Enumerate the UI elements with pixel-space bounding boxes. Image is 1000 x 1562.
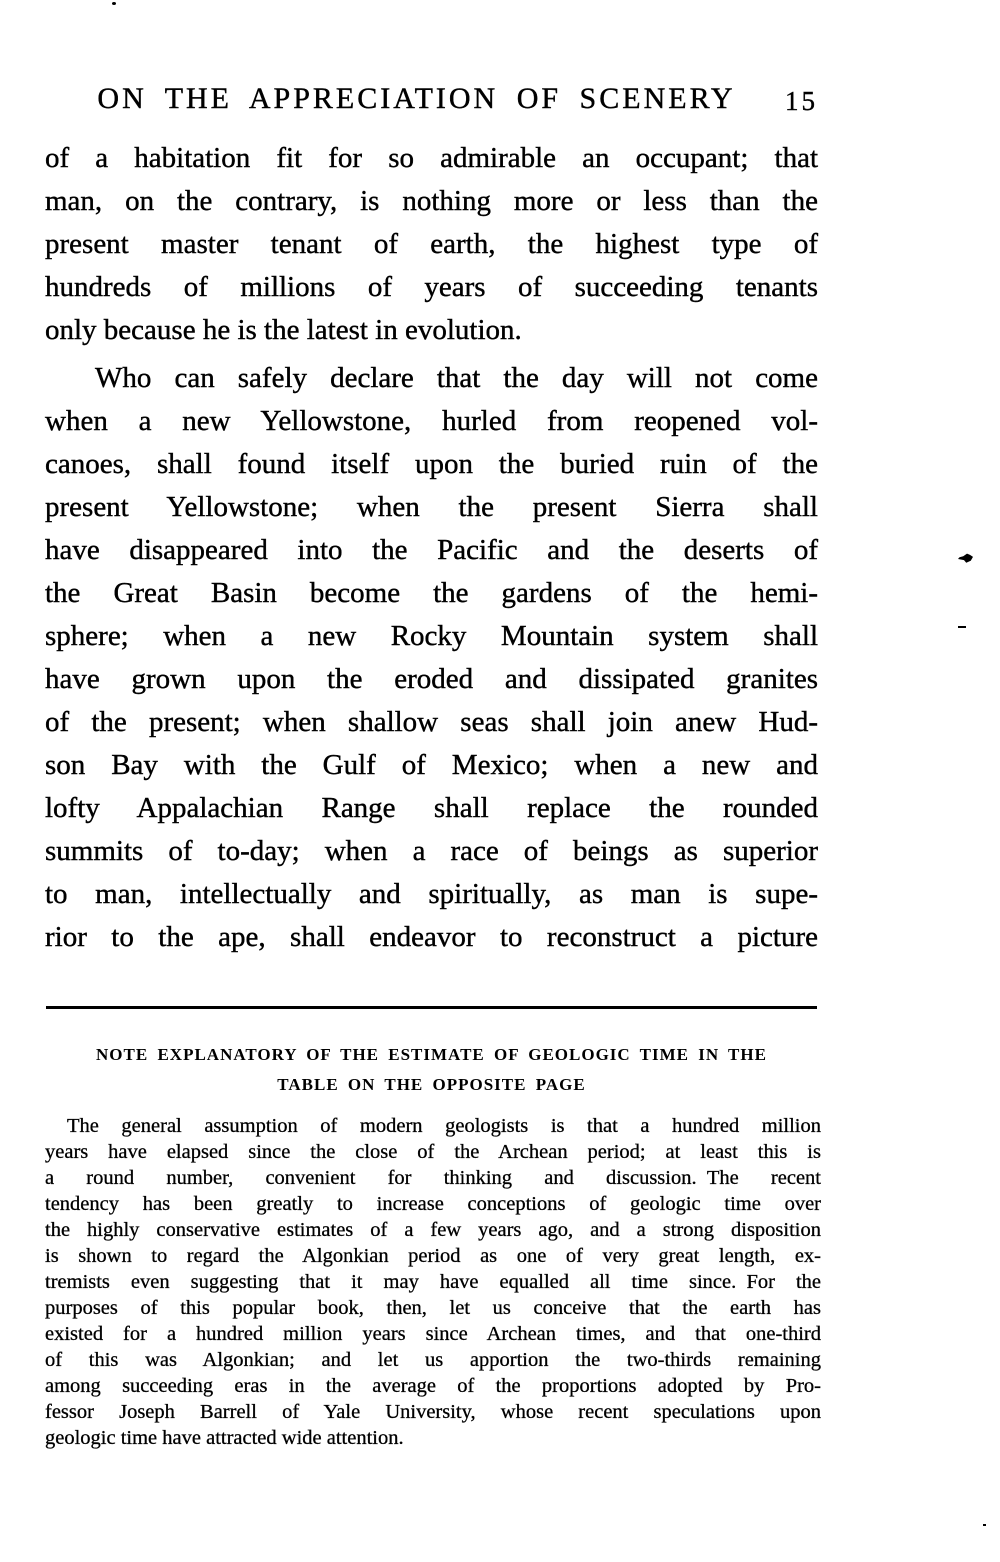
text-line: Who can safely declare that the day will not come (95, 362, 818, 394)
text-line: among succeeding eras in the average of the proportions adopted by Pro- (45, 1375, 821, 1397)
text-line: when a new Yellowstone, hurled from reopened vol- (45, 405, 818, 437)
text-line: son Bay with the Gulf of Mexico; when a new and (45, 749, 818, 781)
text-line: tendency has been greatly to increase conceptions of geologic time over (45, 1193, 821, 1215)
text-line: present master tenant of earth, the highest type of (45, 228, 818, 260)
ink-speck (112, 2, 116, 5)
text-line: of the present; when shallow seas shall join anew Hud- (45, 706, 818, 738)
text-line: to man, intellectually and spiritually, as man is supe- (45, 878, 818, 910)
text-line: The general assumption of modern geologists is that a hundred million (67, 1115, 821, 1137)
text-line: fessor Joseph Barrell of Yale University, whose recent speculations upon (45, 1401, 821, 1423)
text-line: existed for a hundred million years since Archean times, and that one-third (45, 1323, 821, 1345)
footnote-divider-rule (46, 1006, 817, 1009)
text-line: of a habitation fit for so admirable an occupant; that (45, 142, 818, 174)
ink-speck (958, 626, 966, 628)
paragraph (45, 137, 818, 352)
text-line: the highly conservative estimates of a few years ago, and a strong disposition (45, 1219, 821, 1241)
body-text-block (45, 137, 818, 959)
text-line: only because he is the latest in evolution. (45, 314, 522, 346)
text-line: canoes, shall found itself upon the buried ruin of the (45, 448, 818, 480)
text-line: have grown upon the eroded and dissipated granites (45, 663, 818, 695)
text-line: tremists even suggesting that it may have equalled all time since. For the (45, 1271, 821, 1293)
paragraph (45, 1113, 821, 1451)
page-number: 15 (785, 86, 818, 116)
note-text-block (45, 1113, 821, 1451)
text-line: the Great Basin become the gardens of the hemi- (45, 577, 818, 609)
ink-speck (983, 1524, 986, 1526)
ink-blot (958, 551, 973, 564)
text-line: have disappeared into the Pacific and the deserts of (45, 534, 818, 566)
text-line: purposes of this popular book, then, let us conceive that the earth has (45, 1297, 821, 1319)
text-line: lofty Appalachian Range shall replace the rounded (45, 792, 818, 824)
text-line: is shown to regard the Algonkian period as one of very great length, ex- (45, 1245, 821, 1267)
note-heading (45, 1040, 818, 1100)
text-line: of this was Algonkian; and let us apportion the two-thirds remaining (45, 1349, 821, 1371)
text-line: summits of to-day; when a race of beings as superior (45, 835, 818, 867)
note-heading-line-1: NOTE EXPLANATORY OF THE ESTIMATE OF GEOLOGIC TIME IN THE (96, 1045, 767, 1064)
page-title: ON THE APPRECIATION OF SCENERY (97, 82, 736, 115)
text-line: a round number, convenient for thinking and discussion. The recent (45, 1167, 821, 1189)
text-line: geologic time have attracted wide attention. (45, 1427, 404, 1449)
page-header (45, 82, 818, 122)
paragraph (45, 357, 818, 959)
text-line: rior to the ape, shall endeavor to reconstruct a picture (45, 921, 818, 953)
text-line: sphere; when a new Rocky Mountain system shall (45, 620, 818, 652)
text-line: years have elapsed since the close of the Archean period; at least this is (45, 1141, 821, 1163)
text-line: hundreds of millions of years of succeeding tenants (45, 271, 818, 303)
text-line: present Yellowstone; when the present Sierra shall (45, 491, 818, 523)
note-heading-line-2: TABLE ON THE OPPOSITE PAGE (277, 1075, 586, 1094)
text-line: man, on the contrary, is nothing more or less than the (45, 185, 818, 217)
